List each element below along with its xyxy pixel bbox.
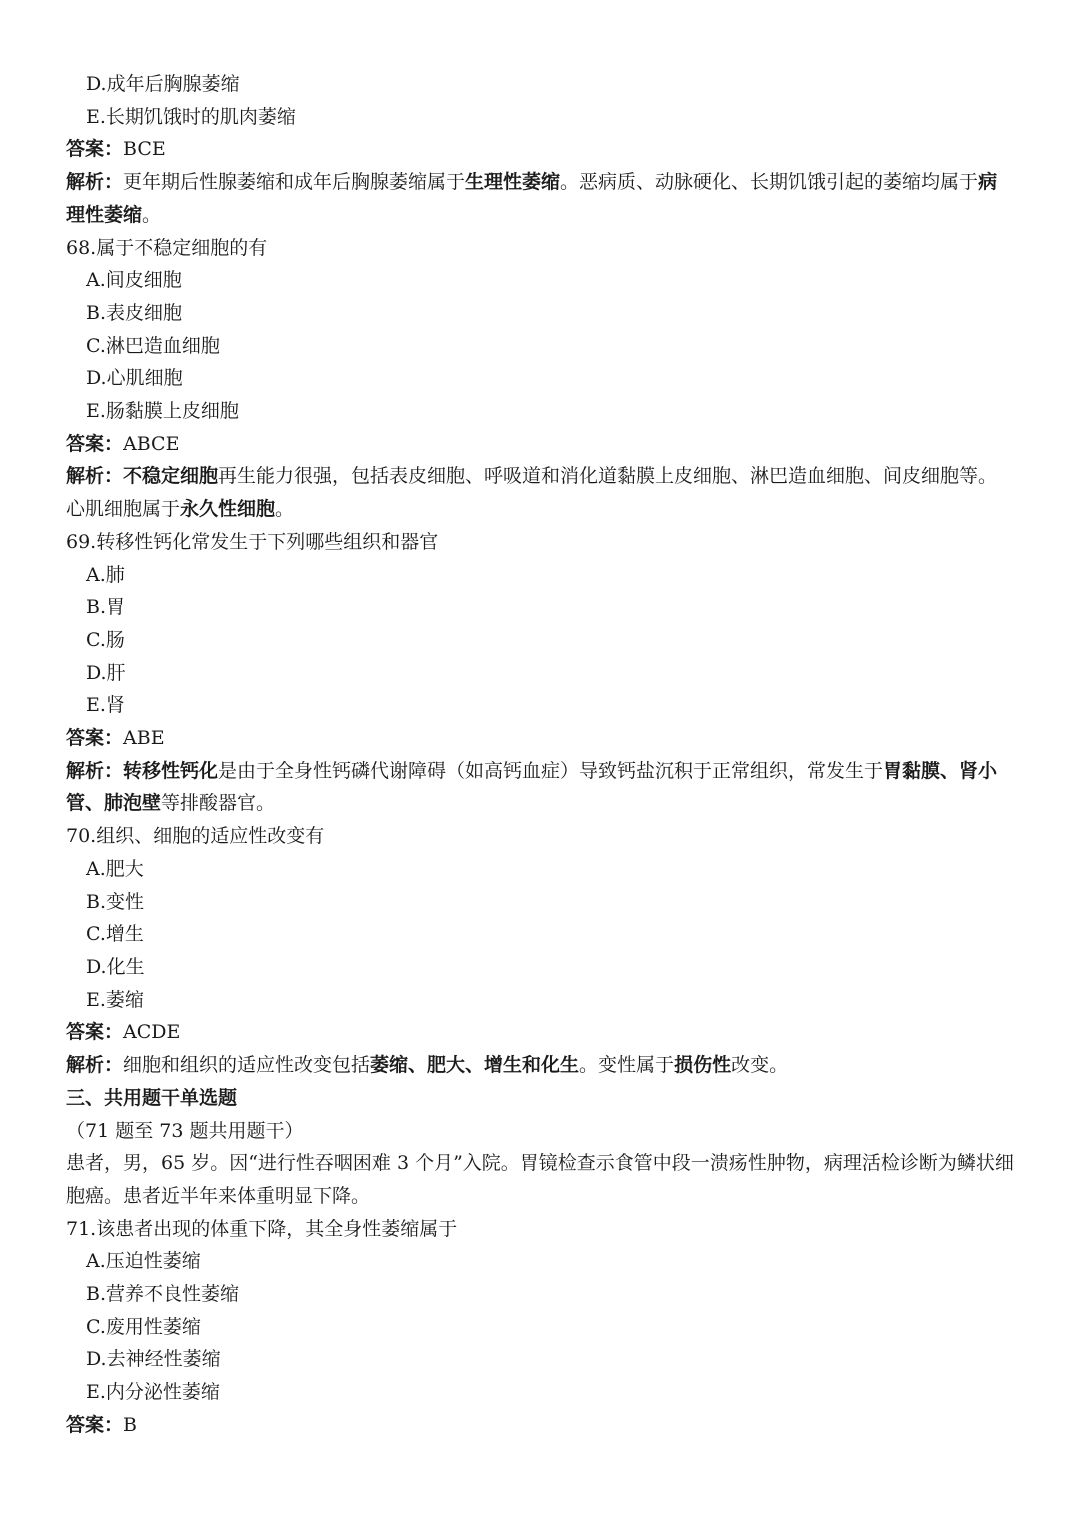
- answer-line: [66, 722, 1016, 755]
- option-d: D.化生: [86, 955, 145, 978]
- option-c: C.废用性萎缩: [86, 1315, 201, 1338]
- explanation: [66, 460, 1016, 525]
- option-d: D.心肌细胞: [86, 367, 183, 390]
- option-a: A.肺: [86, 563, 125, 586]
- option-e: E.肾: [86, 694, 125, 717]
- option-c: C.肠: [86, 628, 125, 651]
- explanation-label: 解析：: [66, 759, 124, 782]
- explanation: [66, 1049, 1016, 1082]
- explanation-label: 解析：: [66, 465, 124, 488]
- question-stem: 71.该患者出现的体重下降，其全身性萎缩属于: [66, 1217, 458, 1240]
- explanation-keyword: 损伤性: [674, 1054, 732, 1077]
- explanation-text: 改变。: [731, 1054, 789, 1077]
- option-a: A.间皮细胞: [86, 269, 182, 292]
- option-e: E.萎缩: [86, 988, 144, 1011]
- case-text: 患者，男，65 岁。因“进行性吞咽困难 3 个月”入院。胃镜检查示食管中段一溃疡性肿物，病理活检诊断为鳞状细胞癌。患者近半年来体重明显下降。: [66, 1152, 1014, 1207]
- option-a: A.肥大: [86, 857, 144, 880]
- explanation-keyword: 不稳定细胞: [123, 465, 219, 488]
- answer-value: B: [123, 1413, 137, 1436]
- explanation-keyword: 永久性细胞: [180, 498, 276, 521]
- explanation: [66, 166, 1016, 231]
- answer-label: 答案：: [66, 1021, 124, 1044]
- exam-page: [66, 68, 1016, 1442]
- option-e: E.肠黏膜上皮细胞: [86, 400, 239, 423]
- answer-label: 答案：: [66, 727, 124, 750]
- answer-value: ABE: [123, 727, 165, 750]
- option-d: D.成年后胸腺萎缩: [86, 73, 240, 95]
- explanation-text: 更年期后性腺萎缩和成年后胸腺萎缩属于: [123, 171, 466, 194]
- group-note: （71 题至 73 题共用题干）: [66, 1119, 304, 1142]
- answer-value: ACDE: [123, 1021, 181, 1044]
- answer-line: [66, 1016, 1016, 1049]
- answer-line: [66, 428, 1016, 461]
- explanation-label: 解析：: [66, 171, 124, 194]
- explanation-text: 等排酸器官。: [161, 792, 276, 815]
- section-heading: 三、共用题干单选题: [66, 1086, 238, 1109]
- explanation-text: 。恶病质、动脉硬化、长期饥饿引起的萎缩均属于: [560, 171, 979, 194]
- answer-line: [66, 1409, 1016, 1442]
- answer-label: 答案：: [66, 432, 124, 455]
- explanation-keyword: 生理性萎缩: [465, 171, 561, 194]
- question-68: [66, 232, 1016, 526]
- option-e: E.内分泌性萎缩: [86, 1381, 220, 1404]
- option-c: C.淋巴造血细胞: [86, 334, 220, 357]
- option-b: B.胃: [86, 596, 126, 619]
- explanation: [66, 755, 1016, 820]
- section-shared-stem: [66, 1082, 1016, 1213]
- question-67-tail: [66, 68, 1016, 232]
- answer-label: 答案：: [66, 1413, 124, 1436]
- question-stem: 68.属于不稳定细胞的有: [66, 236, 268, 259]
- explanation-keyword: 转移性钙化: [123, 759, 219, 782]
- answer-value: BCE: [123, 138, 166, 161]
- explanation-text: 。: [142, 203, 162, 226]
- option-b: B.表皮细胞: [86, 301, 183, 324]
- question-71: [66, 1213, 1016, 1442]
- answer-line: [66, 133, 1016, 166]
- option-e: E.长期饥饿时的肌肉萎缩: [86, 105, 296, 128]
- option-a: A.压迫性萎缩: [86, 1250, 201, 1273]
- explanation-label: 解析：: [66, 1054, 124, 1077]
- explanation-text: 。: [275, 498, 295, 521]
- answer-value: ABCE: [123, 432, 180, 455]
- explanation-text: 是由于全身性钙磷代谢障碍（如高钙血症）导致钙盐沉积于正常组织，常发生于: [218, 759, 884, 782]
- explanation-text: 细胞和组织的适应性改变包括: [123, 1054, 371, 1077]
- question-stem: 69.转移性钙化常发生于下列哪些组织和器官: [66, 530, 439, 553]
- option-b: B.变性: [86, 890, 145, 913]
- option-c: C.增生: [86, 923, 144, 946]
- explanation-text: 再生能力很强，包括表皮细胞、呼吸道和消化道黏膜上皮细胞、淋巴造血细胞、间皮细胞等。心肌细胞属于: [66, 465, 998, 521]
- answer-label: 答案：: [66, 138, 124, 161]
- explanation-keyword: 胃黏膜、肾小管、肺泡壁: [66, 759, 998, 815]
- option-d: D.肝: [86, 661, 126, 684]
- question-69: [66, 526, 1016, 820]
- question-stem: 70.组织、细胞的适应性改变有: [66, 825, 325, 848]
- question-70: [66, 820, 1016, 1082]
- option-d: D.去神经性萎缩: [86, 1348, 221, 1371]
- explanation-keyword: 萎缩、肥大、增生和化生: [370, 1054, 580, 1077]
- option-b: B.营养不良性萎缩: [86, 1283, 240, 1306]
- explanation-text: 。变性属于: [579, 1054, 675, 1077]
- explanation-keyword: 病理性萎缩: [66, 171, 998, 226]
